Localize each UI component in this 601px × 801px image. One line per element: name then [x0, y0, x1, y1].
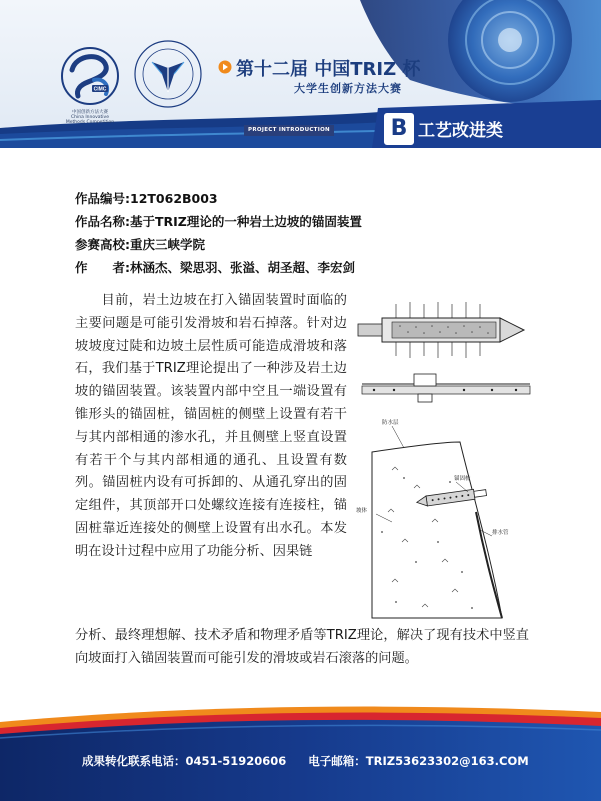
description-text-narrow: 目前，岩土边坡在打入锚固装置时面临的主要问题是可能引发滑坡和岩石掉落。针对边坡坡度过陡和边坡土层性质可能造成滑坡和落石，我们基于TRIZ理论提出了一种涉及岩土边坡的锚固装置。该装置内部中空且一端设置有锥形头的锚固桩，锚固桩的侧壁上设置有若干与其内部相通的渗水孔，并且侧壁上竖直设置有若干个与其内部相通的通孔、且设置有数列。锚固桩内设有可拆卸的、从通孔穿出的固定组件，其顶部开口处螺纹连接有连接柱，锚固桩靠近连接处的侧壁上设置有出水孔。本发明在设计过程中应用了功能分析、因果链 [75, 293, 347, 559]
label-anchor-pile: 锚固桩 [454, 476, 471, 482]
anchor-pile-diagram [352, 298, 534, 410]
category-letter-badge: B [384, 113, 414, 145]
project-number: 作品编号:12T062B003 [75, 191, 218, 206]
title-play-icon [218, 60, 232, 74]
label-drain-pipe: 排水管 [492, 530, 509, 536]
competition-subtitle: 大学生创新方法大赛 [294, 82, 402, 95]
cimc-logo-caption: 中国创新方法大赛 China Innovative Methods Competition [65, 110, 115, 125]
footer-contact [82, 753, 529, 769]
footer-email: 电子邮箱：TRIZ53623302@163.COM [308, 754, 529, 768]
label-slope-body: 坡体 [356, 508, 368, 514]
project-name: 作品名称:基于TRIZ理论的一种岩土边坡的锚固装置 [75, 214, 362, 229]
category-label: 工艺改进类 [418, 121, 503, 141]
project-info [75, 187, 362, 279]
cimc-logo [58, 44, 122, 108]
label-waterproof-layer: 防水层 [382, 420, 399, 426]
project-introduction-tag: PROJECT INTRODUCTION [244, 125, 334, 136]
cimc-logo-mark: CIMC [93, 86, 107, 93]
project-school: 参赛高校:重庆三峡学院 [75, 237, 205, 252]
footer-phone: 成果转化联系电话：0451-51920606 [82, 754, 287, 768]
description-text-full: 分析、最终理想解、技术矛盾和物理矛盾等TRIZ理论，解决了现有技术中竖直向坡面打入锚固装置而可能引发的滑坡或岩石滚落的问题。 [75, 628, 529, 666]
competition-title: 第十二届 中国TRIZ 杯 [236, 59, 421, 80]
description-paragraph [75, 290, 347, 564]
footer-band [0, 700, 601, 801]
triz-competition-logo [132, 38, 204, 110]
header [0, 0, 601, 148]
slope-anchor-diagram [352, 412, 532, 622]
project-authors: 作 者:林涵杰、梁思羽、张溢、胡圣超、李宏剑 [75, 260, 355, 275]
